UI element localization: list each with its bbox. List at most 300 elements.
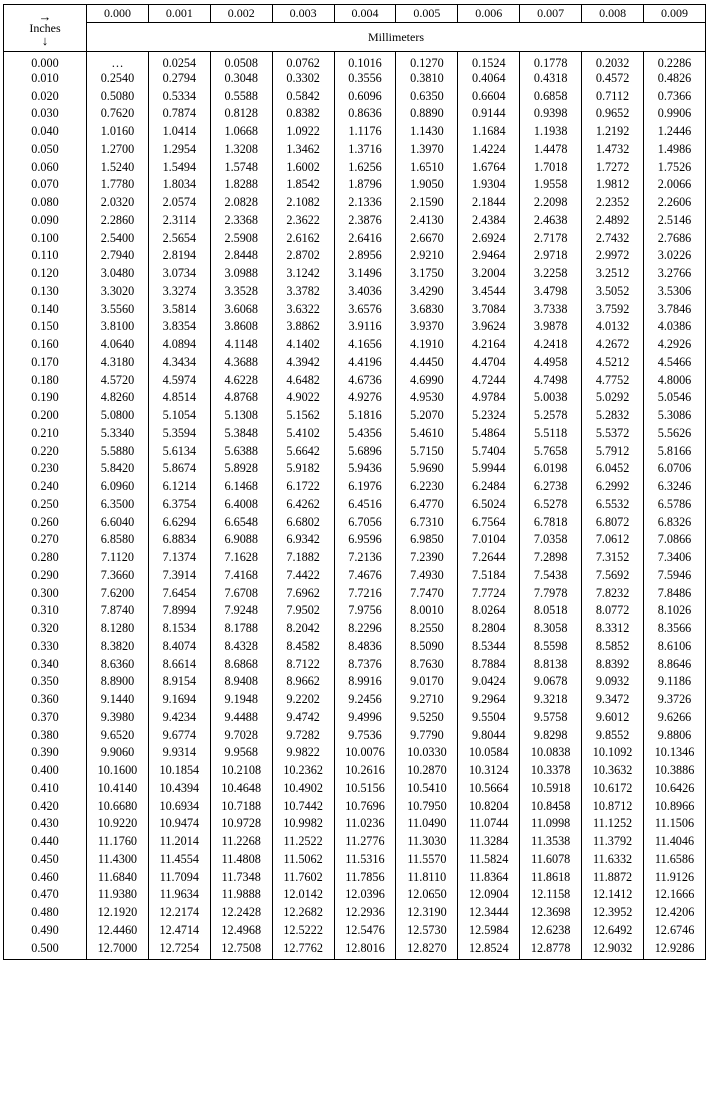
table-cell-mm: 3.7084	[458, 300, 520, 318]
table-cell-mm: 3.5306	[644, 282, 706, 300]
header-row-units	[4, 23, 706, 52]
table-cell-mm: 1.7526	[644, 158, 706, 176]
table-cell-mm: 12.0142	[272, 886, 334, 904]
table-cell-mm: 12.2682	[272, 903, 334, 921]
table-row	[4, 939, 706, 959]
row-inch-value: 0.050	[4, 140, 87, 158]
table-cell-mm: 8.1788	[210, 619, 272, 637]
table-cell-mm: 11.6586	[644, 850, 706, 868]
table-cell-mm: 3.9624	[458, 318, 520, 336]
table-cell-mm: 10.4394	[148, 779, 210, 797]
table-cell-mm: 5.7912	[582, 442, 644, 460]
table-cell-mm: 11.7094	[148, 868, 210, 886]
table-cell-mm: 3.5560	[87, 300, 149, 318]
table-cell-mm: 0.5842	[272, 87, 334, 105]
table-cell-mm: 7.0612	[582, 531, 644, 549]
table-cell-mm: 6.7056	[334, 513, 396, 531]
table-cell-mm: 1.3208	[210, 140, 272, 158]
table-cell-mm: 4.6228	[210, 371, 272, 389]
table-cell-mm: 2.6670	[396, 229, 458, 247]
table-cell-mm: 2.2098	[520, 193, 582, 211]
table-cell-mm: 1.8542	[272, 176, 334, 194]
table-cell-mm: 2.8956	[334, 247, 396, 265]
table-cell-mm: 0.8890	[396, 105, 458, 123]
table-cell-mm: 3.8354	[148, 318, 210, 336]
table-row	[4, 52, 706, 70]
table-cell-mm: 0.5334	[148, 87, 210, 105]
column-header: 0.005	[396, 5, 458, 23]
table-cell-mm: 4.7244	[458, 371, 520, 389]
table-cell-mm: 9.5504	[458, 708, 520, 726]
table-cell-mm: 12.6238	[520, 921, 582, 939]
row-inch-value: 0.210	[4, 424, 87, 442]
table-cell-mm: 12.9286	[644, 939, 706, 959]
row-inch-value: 0.270	[4, 531, 87, 549]
table-cell-mm: 4.9530	[396, 389, 458, 407]
table-cell-mm: 6.4516	[334, 495, 396, 513]
table-cell-mm: 10.1854	[148, 761, 210, 779]
table-cell-mm: 4.0894	[148, 335, 210, 353]
table-row	[4, 158, 706, 176]
table-cell-mm: 5.5118	[520, 424, 582, 442]
row-inch-value: 0.370	[4, 708, 87, 726]
table-cell-mm: 12.3698	[520, 903, 582, 921]
table-cell-mm: 3.4798	[520, 282, 582, 300]
table-cell-mm: 7.6962	[272, 584, 334, 602]
row-inch-value: 0.480	[4, 903, 87, 921]
table-cell-mm: 11.7348	[210, 868, 272, 886]
table-cell-mm: 9.2202	[272, 690, 334, 708]
table-cell-mm: 6.5024	[458, 495, 520, 513]
table-cell-mm: 7.2898	[520, 548, 582, 566]
table-cell-mm: 10.6172	[582, 779, 644, 797]
table-cell-mm: 0.0508	[210, 52, 272, 70]
table-cell-mm: 3.3528	[210, 282, 272, 300]
table-cell-mm: 8.4328	[210, 637, 272, 655]
table-row	[4, 353, 706, 371]
table-cell-mm: 9.3218	[520, 690, 582, 708]
table-row	[4, 87, 706, 105]
conversion-table-container	[3, 4, 706, 1089]
table-cell-mm: 12.8524	[458, 939, 520, 959]
table-cell-mm: 0.1016	[334, 52, 396, 70]
table-cell-mm: 7.9756	[334, 602, 396, 620]
table-cell-mm: 5.3340	[87, 424, 149, 442]
table-cell-mm: 10.9474	[148, 815, 210, 833]
table-cell-mm: 12.7508	[210, 939, 272, 959]
table-cell-mm: 10.5664	[458, 779, 520, 797]
table-cell-mm: 2.4892	[582, 211, 644, 229]
table-cell-mm: 6.4262	[272, 495, 334, 513]
row-inch-value: 0.460	[4, 868, 87, 886]
table-cell-mm: 2.0828	[210, 193, 272, 211]
table-cell-mm: 8.3058	[520, 619, 582, 637]
table-cell-mm: 11.7602	[272, 868, 334, 886]
table-cell-mm: 3.0988	[210, 264, 272, 282]
table-cell-mm: 2.9210	[396, 247, 458, 265]
table-cell-mm: 12.7254	[148, 939, 210, 959]
table-cell-mm: 10.3632	[582, 761, 644, 779]
table-cell-mm: 0.2794	[148, 69, 210, 87]
table-cell-mm: 0.3810	[396, 69, 458, 87]
table-cell-mm: 0.1270	[396, 52, 458, 70]
table-cell-mm: 0.6350	[396, 87, 458, 105]
table-row	[4, 389, 706, 407]
table-cell-mm: 3.6830	[396, 300, 458, 318]
table-cell-mm: 6.3754	[148, 495, 210, 513]
table-cell-mm: 1.8288	[210, 176, 272, 194]
table-cell-mm: 5.0800	[87, 406, 149, 424]
table-cell-mm: 9.3472	[582, 690, 644, 708]
table-cell-mm: 5.9436	[334, 460, 396, 478]
inches-label: Inches	[29, 20, 61, 35]
table-row	[4, 406, 706, 424]
table-cell-mm: 2.4130	[396, 211, 458, 229]
table-cell-mm: 2.5400	[87, 229, 149, 247]
table-cell-mm: 12.7000	[87, 939, 149, 959]
table-cell-mm: 2.5146	[644, 211, 706, 229]
table-cell-mm: 0.1524	[458, 52, 520, 70]
table-cell-mm: 4.6736	[334, 371, 396, 389]
table-row	[4, 566, 706, 584]
table-cell-mm: 7.9248	[210, 602, 272, 620]
table-cell-mm: 1.9304	[458, 176, 520, 194]
table-cell-mm: 10.8204	[458, 797, 520, 815]
table-cell-mm: 11.9380	[87, 886, 149, 904]
table-cell-mm: 7.1628	[210, 548, 272, 566]
table-cell-mm: 10.5410	[396, 779, 458, 797]
table-cell-mm: 7.7978	[520, 584, 582, 602]
table-cell-mm: 4.6482	[272, 371, 334, 389]
table-cell-mm: 10.4902	[272, 779, 334, 797]
table-cell-mm: 4.0386	[644, 318, 706, 336]
table-cell-mm: 6.8834	[148, 531, 210, 549]
table-cell-mm: 10.7188	[210, 797, 272, 815]
table-row	[4, 637, 706, 655]
table-cell-mm: 4.7752	[582, 371, 644, 389]
table-cell-mm: 7.2390	[396, 548, 458, 566]
table-cell-mm: 6.4008	[210, 495, 272, 513]
table-cell-mm: 6.2484	[458, 477, 520, 495]
row-inch-value: 0.220	[4, 442, 87, 460]
table-cell-mm: 5.4864	[458, 424, 520, 442]
table-cell-mm: 10.1346	[644, 744, 706, 762]
table-cell-mm: 2.2860	[87, 211, 149, 229]
table-cell-mm: 3.8862	[272, 318, 334, 336]
table-cell-mm: 6.1468	[210, 477, 272, 495]
table-cell-mm: 8.4074	[148, 637, 210, 655]
table-cell-mm: 0.2540	[87, 69, 149, 87]
table-cell-mm: 10.3886	[644, 761, 706, 779]
table-cell-mm: 1.1176	[334, 122, 396, 140]
table-cell-mm: 8.0518	[520, 602, 582, 620]
table-cell-mm: 7.9502	[272, 602, 334, 620]
table-cell-mm: 11.8110	[396, 868, 458, 886]
table-cell-mm: 3.8608	[210, 318, 272, 336]
table-cell-mm: 4.8768	[210, 389, 272, 407]
table-cell-mm: 7.6708	[210, 584, 272, 602]
table-cell-mm: 9.6774	[148, 726, 210, 744]
table-row	[4, 761, 706, 779]
table-cell-mm: 10.0584	[458, 744, 520, 762]
table-cell-mm: 11.8872	[582, 868, 644, 886]
table-cell-mm: 10.6934	[148, 797, 210, 815]
table-cell-mm: 3.0734	[148, 264, 210, 282]
table-cell-mm: 7.6454	[148, 584, 210, 602]
table-row	[4, 850, 706, 868]
table-cell-mm: 7.2136	[334, 548, 396, 566]
header-row-inch-increments	[4, 5, 706, 23]
table-cell-mm: 12.3190	[396, 903, 458, 921]
row-inch-value: 0.000	[4, 52, 87, 70]
table-row	[4, 247, 706, 265]
table-row	[4, 477, 706, 495]
table-cell-mm: 8.1026	[644, 602, 706, 620]
table-cell-mm: 12.7762	[272, 939, 334, 959]
table-cell-mm: 4.9276	[334, 389, 396, 407]
table-cell-mm: 1.0668	[210, 122, 272, 140]
table-cell-mm: 2.1336	[334, 193, 396, 211]
table-cell-mm: 1.5748	[210, 158, 272, 176]
table-cell-mm: 0.3048	[210, 69, 272, 87]
table-cell-mm: 2.7432	[582, 229, 644, 247]
table-cell-mm: 8.6106	[644, 637, 706, 655]
table-cell-mm: 9.2710	[396, 690, 458, 708]
table-cell-mm: 11.0490	[396, 815, 458, 833]
table-cell-mm: 0.7112	[582, 87, 644, 105]
table-cell-mm: 7.8994	[148, 602, 210, 620]
row-inch-value: 0.070	[4, 176, 87, 194]
table-cell-mm: 5.6642	[272, 442, 334, 460]
table-row	[4, 424, 706, 442]
row-inch-value: 0.120	[4, 264, 87, 282]
table-cell-mm: 9.8806	[644, 726, 706, 744]
table-row	[4, 318, 706, 336]
table-cell-mm: 7.5184	[458, 566, 520, 584]
table-cell-mm: 1.2700	[87, 140, 149, 158]
row-inch-value: 0.310	[4, 602, 87, 620]
table-cell-mm: 0.4318	[520, 69, 582, 87]
table-cell-mm: 3.8100	[87, 318, 149, 336]
table-cell-mm: 3.9878	[520, 318, 582, 336]
table-cell-mm: 4.2926	[644, 335, 706, 353]
table-cell-mm: 11.2776	[334, 832, 396, 850]
table-cell-mm: 6.9342	[272, 531, 334, 549]
table-cell-mm: 6.2992	[582, 477, 644, 495]
table-row	[4, 797, 706, 815]
table-cell-mm: 11.4808	[210, 850, 272, 868]
table-cell-mm: 0.7620	[87, 105, 149, 123]
table-cell-mm: 4.5720	[87, 371, 149, 389]
row-inch-value: 0.230	[4, 460, 87, 478]
table-cell-mm: 9.5758	[520, 708, 582, 726]
row-inch-value: 0.490	[4, 921, 87, 939]
table-cell-mm: 5.8928	[210, 460, 272, 478]
table-cell-mm: 0.0254	[148, 52, 210, 70]
table-cell-mm: 2.9718	[520, 247, 582, 265]
table-cell-mm: 9.4488	[210, 708, 272, 726]
table-cell-mm: 6.7564	[458, 513, 520, 531]
table-cell-mm: 9.9822	[272, 744, 334, 762]
table-cell-mm: 3.4290	[396, 282, 458, 300]
table-cell-mm: 4.1910	[396, 335, 458, 353]
table-cell-mm: 6.0452	[582, 460, 644, 478]
table-cell-mm: 8.1534	[148, 619, 210, 637]
table-cell-mm: 3.2512	[582, 264, 644, 282]
table-cell-mm: 12.3952	[582, 903, 644, 921]
table-cell-mm: 1.4986	[644, 140, 706, 158]
table-body	[4, 52, 706, 960]
table-cell-mm: 11.6332	[582, 850, 644, 868]
table-cell-mm: 5.7658	[520, 442, 582, 460]
row-inch-value: 0.080	[4, 193, 87, 211]
table-cell-mm: 7.0358	[520, 531, 582, 549]
table-cell-mm: 3.0226	[644, 247, 706, 265]
table-cell-mm: 3.2766	[644, 264, 706, 282]
table-row	[4, 371, 706, 389]
table-row	[4, 886, 706, 904]
table-cell-mm: 12.9032	[582, 939, 644, 959]
table-row	[4, 495, 706, 513]
table-cell-mm: 9.9568	[210, 744, 272, 762]
row-inch-value: 0.060	[4, 158, 87, 176]
table-cell-mm: 0.8128	[210, 105, 272, 123]
table-cell-mm: 9.0170	[396, 673, 458, 691]
table-row	[4, 690, 706, 708]
table-cell-mm: 7.5438	[520, 566, 582, 584]
table-cell-mm: 0.1778	[520, 52, 582, 70]
table-cell-mm: 4.8514	[148, 389, 210, 407]
table-cell-mm: 11.6078	[520, 850, 582, 868]
table-cell-mm: 11.4554	[148, 850, 210, 868]
table-cell-mm: 3.9116	[334, 318, 396, 336]
table-cell-mm: 8.6868	[210, 655, 272, 673]
table-cell-mm: 2.1844	[458, 193, 520, 211]
table-cell-mm: 11.2014	[148, 832, 210, 850]
table-row	[4, 460, 706, 478]
table-cell-mm: 8.5598	[520, 637, 582, 655]
table-cell-mm: 11.9634	[148, 886, 210, 904]
table-row	[4, 708, 706, 726]
table-cell-mm: 8.8138	[520, 655, 582, 673]
table-cell-mm: 9.9060	[87, 744, 149, 762]
row-inch-value: 0.360	[4, 690, 87, 708]
table-cell-mm: 1.7272	[582, 158, 644, 176]
table-cell-mm: 9.1186	[644, 673, 706, 691]
table-cell-mm: 5.8420	[87, 460, 149, 478]
table-cell-mm: 0.9652	[582, 105, 644, 123]
column-header: 0.006	[458, 5, 520, 23]
table-cell-mm: 5.1816	[334, 406, 396, 424]
table-cell-mm: 5.5372	[582, 424, 644, 442]
table-cell-mm: 0.9144	[458, 105, 520, 123]
table-row	[4, 105, 706, 123]
table-cell-mm: 3.4036	[334, 282, 396, 300]
table-cell-mm: 2.9972	[582, 247, 644, 265]
table-cell-mm: 0.2032	[582, 52, 644, 70]
table-cell-mm: 8.3566	[644, 619, 706, 637]
table-cell-mm: 10.9982	[272, 815, 334, 833]
table-cell-mm: 9.6520	[87, 726, 149, 744]
table-cell-mm: 7.5946	[644, 566, 706, 584]
table-cell-mm: 6.0706	[644, 460, 706, 478]
table-cell-mm: 1.3970	[396, 140, 458, 158]
table-cell-mm: 10.9728	[210, 815, 272, 833]
arrow-right-icon: →	[38, 8, 52, 24]
table-cell-mm: 12.0396	[334, 886, 396, 904]
table-row	[4, 584, 706, 602]
inches-header-cell	[4, 5, 87, 52]
row-inch-value: 0.410	[4, 779, 87, 797]
table-cell-mm: 7.3914	[148, 566, 210, 584]
table-cell-mm: 5.0546	[644, 389, 706, 407]
table-cell-mm: 1.3462	[272, 140, 334, 158]
table-cell-mm: 5.3848	[210, 424, 272, 442]
table-cell-mm: 2.7178	[520, 229, 582, 247]
table-cell-mm: 5.2832	[582, 406, 644, 424]
table-cell-mm: 6.5786	[644, 495, 706, 513]
table-cell-mm: 5.0038	[520, 389, 582, 407]
table-cell-mm: 8.5090	[396, 637, 458, 655]
table-cell-mm: 4.3942	[272, 353, 334, 371]
table-cell-mm: 9.3726	[644, 690, 706, 708]
table-cell-mm: 5.2070	[396, 406, 458, 424]
table-cell-mm: 5.4102	[272, 424, 334, 442]
table-cell-mm: 7.4676	[334, 566, 396, 584]
row-inch-value: 0.470	[4, 886, 87, 904]
table-cell-mm: 9.0932	[582, 673, 644, 691]
row-inch-value: 0.110	[4, 247, 87, 265]
column-header: 0.003	[272, 5, 334, 23]
table-cell-mm: 6.5532	[582, 495, 644, 513]
table-cell-mm: 6.6294	[148, 513, 210, 531]
table-cell-mm: 6.0960	[87, 477, 149, 495]
column-header: 0.001	[148, 5, 210, 23]
row-inch-value: 0.380	[4, 726, 87, 744]
table-row	[4, 602, 706, 620]
table-cell-mm: 11.1506	[644, 815, 706, 833]
table-cell-mm: 5.1562	[272, 406, 334, 424]
table-cell-mm: 5.3086	[644, 406, 706, 424]
table-cell-mm: 10.7442	[272, 797, 334, 815]
table-cell-mm: 2.0574	[148, 193, 210, 211]
table-cell-mm: 12.2174	[148, 903, 210, 921]
table-cell-mm: 6.1722	[272, 477, 334, 495]
table-cell-mm: 4.9022	[272, 389, 334, 407]
table-cell-mm: 11.3030	[396, 832, 458, 850]
table-cell-mm: 2.3622	[272, 211, 334, 229]
table-cell-mm: 1.3716	[334, 140, 396, 158]
table-row	[4, 335, 706, 353]
table-cell-mm: 12.8778	[520, 939, 582, 959]
table-cell-mm: 2.0066	[644, 176, 706, 194]
table-cell-mm: …	[87, 52, 149, 70]
table-cell-mm: 7.4422	[272, 566, 334, 584]
table-row	[4, 744, 706, 762]
table-cell-mm: 12.1666	[644, 886, 706, 904]
table-cell-mm: 9.8298	[520, 726, 582, 744]
table-cell-mm: 11.2268	[210, 832, 272, 850]
table-cell-mm: 5.0292	[582, 389, 644, 407]
table-row	[4, 832, 706, 850]
table-cell-mm: 2.0320	[87, 193, 149, 211]
table-cell-mm: 2.4638	[520, 211, 582, 229]
table-cell-mm: 0.6858	[520, 87, 582, 105]
table-row	[4, 779, 706, 797]
table-cell-mm: 10.2362	[272, 761, 334, 779]
table-cell-mm: 1.5240	[87, 158, 149, 176]
table-cell-mm: 12.4714	[148, 921, 210, 939]
